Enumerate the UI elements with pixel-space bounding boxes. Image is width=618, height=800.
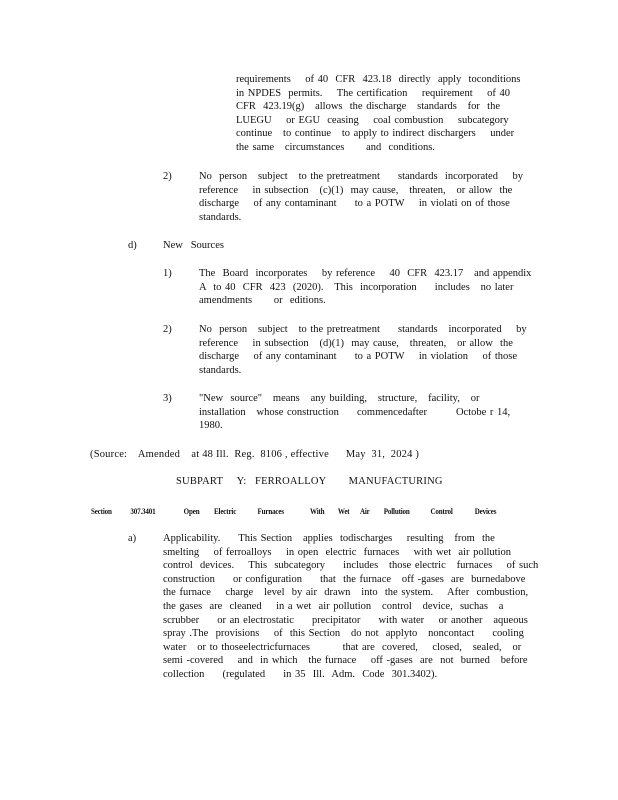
text-line: installation whose construction commencedafter Octobe r 14, bbox=[199, 406, 511, 418]
text-line: The Board incorporates by reference 40 CFR 423.17 and appendix bbox=[199, 268, 532, 279]
subsection-letter: a) bbox=[128, 533, 137, 544]
text-line: the furnace charge level by air drawn into the system. After combustion, bbox=[163, 587, 529, 599]
section-title-word: Furnaces bbox=[257, 506, 284, 516]
text-line: A to 40 CFR 423 (2020). This incorporation includes no later bbox=[199, 281, 514, 293]
section-title-word: Electric bbox=[214, 506, 237, 516]
text-line: reference in subsection (d)(1) may cause, threaten, or allow the bbox=[199, 337, 513, 349]
text-line: 1980. bbox=[199, 420, 223, 432]
text-line: smelting of ferroalloys in open electric furnaces with wet air pollution bbox=[163, 546, 511, 558]
section-title-word: Air bbox=[359, 506, 370, 516]
item-number: 1) bbox=[163, 268, 172, 279]
section-title-word: Control bbox=[430, 506, 453, 516]
text-line: Applicability. This Section applies todischarges resulting from the bbox=[163, 533, 495, 544]
text-line: continue to continue to apply to indirect dischargers under bbox=[236, 128, 515, 140]
text-line: standards. bbox=[199, 364, 242, 376]
text-line: the same circumstances and conditions. bbox=[236, 141, 435, 153]
text-line: discharge of any contaminant to a POTW in violation of those bbox=[199, 351, 518, 363]
text-line: spray .The provisions of this Section do not applyto noncontact cooling bbox=[163, 628, 524, 640]
text-line: discharge of any contaminant to a POTW in violati on of those bbox=[199, 198, 510, 210]
previous-paragraph-continuation bbox=[236, 73, 521, 155]
text-line: the gases are cleaned in a wet air pollution control device, suchas a bbox=[163, 600, 504, 612]
text-line: requirements of 40 CFR 423.18 directly apply toconditions bbox=[236, 74, 521, 85]
text-line: standards. bbox=[199, 211, 242, 223]
section-title-word: Devices bbox=[474, 506, 497, 516]
text-line: No person subject to the pretreatment standards incorporated by bbox=[199, 171, 523, 182]
source-note-text: (Source: Amended at 48 Ill. Reg. 8106 , effective May 31, 2024 ) bbox=[90, 449, 420, 460]
subsection-d-item-2 bbox=[199, 323, 527, 377]
text-line: LUEGU or EGU ceasing coal combustion subcategory bbox=[236, 114, 509, 126]
text-line: No person subject to the pretreatment standards incorporated by bbox=[199, 324, 527, 335]
section-title-word: With bbox=[309, 506, 325, 516]
subsection-c-item-2 bbox=[199, 170, 523, 224]
section-label: Section bbox=[91, 506, 112, 516]
subsection-a-applicability bbox=[163, 532, 539, 682]
subsection-d-item-3 bbox=[199, 392, 511, 433]
text-line: amendments or editions. bbox=[199, 295, 326, 307]
section-title-word: Pollution bbox=[383, 506, 410, 516]
item-number: 2) bbox=[163, 171, 172, 182]
text-line: reference in subsection (c)(1) may cause, threaten, or allow the bbox=[199, 184, 513, 196]
item-number: 3) bbox=[163, 393, 172, 404]
subsection-d-item-1 bbox=[199, 267, 532, 308]
text-line: construction or configuration that the furnace off -gases are burnedabove bbox=[163, 573, 526, 585]
text-line: collection (regulated in 35 Ill. Adm. Code 301.3402). bbox=[163, 668, 438, 680]
text-line: "New source" means any building, structure, facility, or bbox=[199, 393, 480, 404]
text-line: in NPDES permits. The certification requirement of 40 bbox=[236, 87, 510, 99]
text-line: scrubber or an electrostatic precipitator with water or another aqueous bbox=[163, 614, 528, 626]
text-line: control devices. This subcategory includes those electric furnaces of such bbox=[163, 560, 539, 572]
text-line: semi -covered and in which the furnace off -gases are not burned before bbox=[163, 655, 528, 667]
item-number: 2) bbox=[163, 324, 172, 335]
section-number: 307.3401 bbox=[130, 506, 156, 516]
text-line: water or to thoseelectricfurnaces that are covered, closed, sealed, or bbox=[163, 641, 522, 653]
text-line: CFR 423.19(g) allows the discharge standards for the bbox=[236, 101, 500, 113]
section-title-word: Open bbox=[183, 506, 200, 516]
section-title-word: Wet bbox=[337, 506, 350, 516]
subsection-letter: d) bbox=[128, 240, 137, 251]
subsection-title: New Sources bbox=[163, 240, 224, 251]
subpart-heading: SUBPART Y: FERROALLOY MANUFACTURING bbox=[176, 476, 443, 487]
